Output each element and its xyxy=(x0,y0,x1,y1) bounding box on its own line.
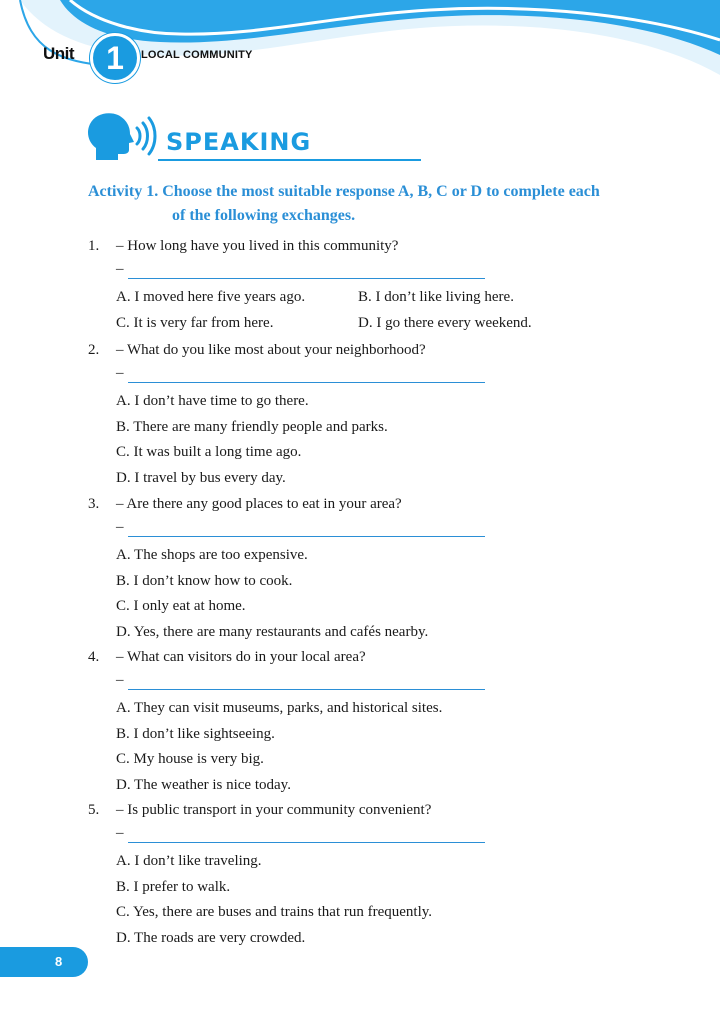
option-a: A. They can visit museums, parks, and historical sites. xyxy=(116,700,443,716)
answer-rule xyxy=(128,278,485,279)
question-4 xyxy=(88,644,688,798)
option-b: B. I don’t know how to cook. xyxy=(116,572,293,589)
unit-label: Unit xyxy=(43,44,75,63)
option-a: A. I don’t have time to go there. xyxy=(116,393,309,409)
option-c: C. I only eat at home. xyxy=(116,598,246,614)
question-5 xyxy=(88,797,688,951)
answer-rule xyxy=(128,536,485,537)
option-b: B. I prefer to walk. xyxy=(116,878,231,895)
option-b: B. I don’t like living here. xyxy=(358,289,514,305)
option-d: D. I go there every weekend. xyxy=(358,314,532,331)
question-number: 5. xyxy=(88,802,100,818)
option-d: D. Yes, there are many restaurants and cafés nearby. xyxy=(116,623,429,640)
answer-dash: – xyxy=(116,261,124,277)
page-number: 8 xyxy=(0,947,88,977)
answer-dash: – xyxy=(116,825,124,841)
option-d: D. I travel by bus every day. xyxy=(116,469,286,486)
question-number: 2. xyxy=(88,342,100,358)
question-prompt: – Is public transport in your community convenient? xyxy=(116,802,432,818)
option-c: C. It was built a long time ago. xyxy=(116,444,302,460)
section-title-underline xyxy=(158,159,421,161)
activity-line-1: Activity 1. Choose the most suitable response A, B, C or D to complete each xyxy=(88,183,600,200)
unit-number-badge: 1 xyxy=(90,33,140,83)
option-a: A. I don’t like traveling. xyxy=(116,853,262,869)
option-a: A. The shops are too expensive. xyxy=(116,547,308,563)
activity-instruction xyxy=(88,180,668,228)
option-d: D. The roads are very crowded. xyxy=(116,929,306,946)
question-prompt: – What can visitors do in your local area? xyxy=(116,649,366,665)
answer-rule xyxy=(128,689,485,690)
question-1 xyxy=(88,233,688,336)
answer-blank[interactable] xyxy=(88,670,688,696)
option-c: C. Yes, there are buses and trains that run frequently. xyxy=(116,904,433,920)
activity-line-2: of the following exchanges. xyxy=(172,207,356,224)
unit-title: LOCAL COMMUNITY xyxy=(141,49,253,61)
question-number: 1. xyxy=(88,238,100,254)
answer-blank[interactable] xyxy=(88,517,688,543)
question-number: 4. xyxy=(88,649,100,665)
question-prompt: – Are there any good places to eat in your area? xyxy=(116,496,402,512)
option-b: B. I don’t like sightseeing. xyxy=(116,725,275,742)
answer-dash: – xyxy=(116,365,124,381)
option-b: B. There are many friendly people and parks. xyxy=(116,418,388,435)
answer-blank[interactable] xyxy=(88,823,688,849)
answer-blank[interactable] xyxy=(88,363,688,389)
question-prompt: – What do you like most about your neighborhood? xyxy=(116,342,426,358)
question-prompt: – How long have you lived in this community? xyxy=(116,238,399,254)
section-title: SPEAKING xyxy=(166,128,312,156)
question-number: 3. xyxy=(88,496,100,512)
question-2 xyxy=(88,337,688,491)
option-d: D. The weather is nice today. xyxy=(116,776,291,793)
answer-dash: – xyxy=(116,672,124,688)
answer-dash: – xyxy=(116,519,124,535)
option-a: A. I moved here five years ago. xyxy=(116,289,306,305)
option-c: C. My house is very big. xyxy=(116,751,264,767)
answer-rule xyxy=(128,382,485,383)
question-3 xyxy=(88,491,688,645)
speaking-head-icon xyxy=(84,110,160,162)
option-c: C. It is very far from here. xyxy=(116,314,274,331)
answer-blank[interactable] xyxy=(88,259,688,285)
answer-rule xyxy=(128,842,485,843)
